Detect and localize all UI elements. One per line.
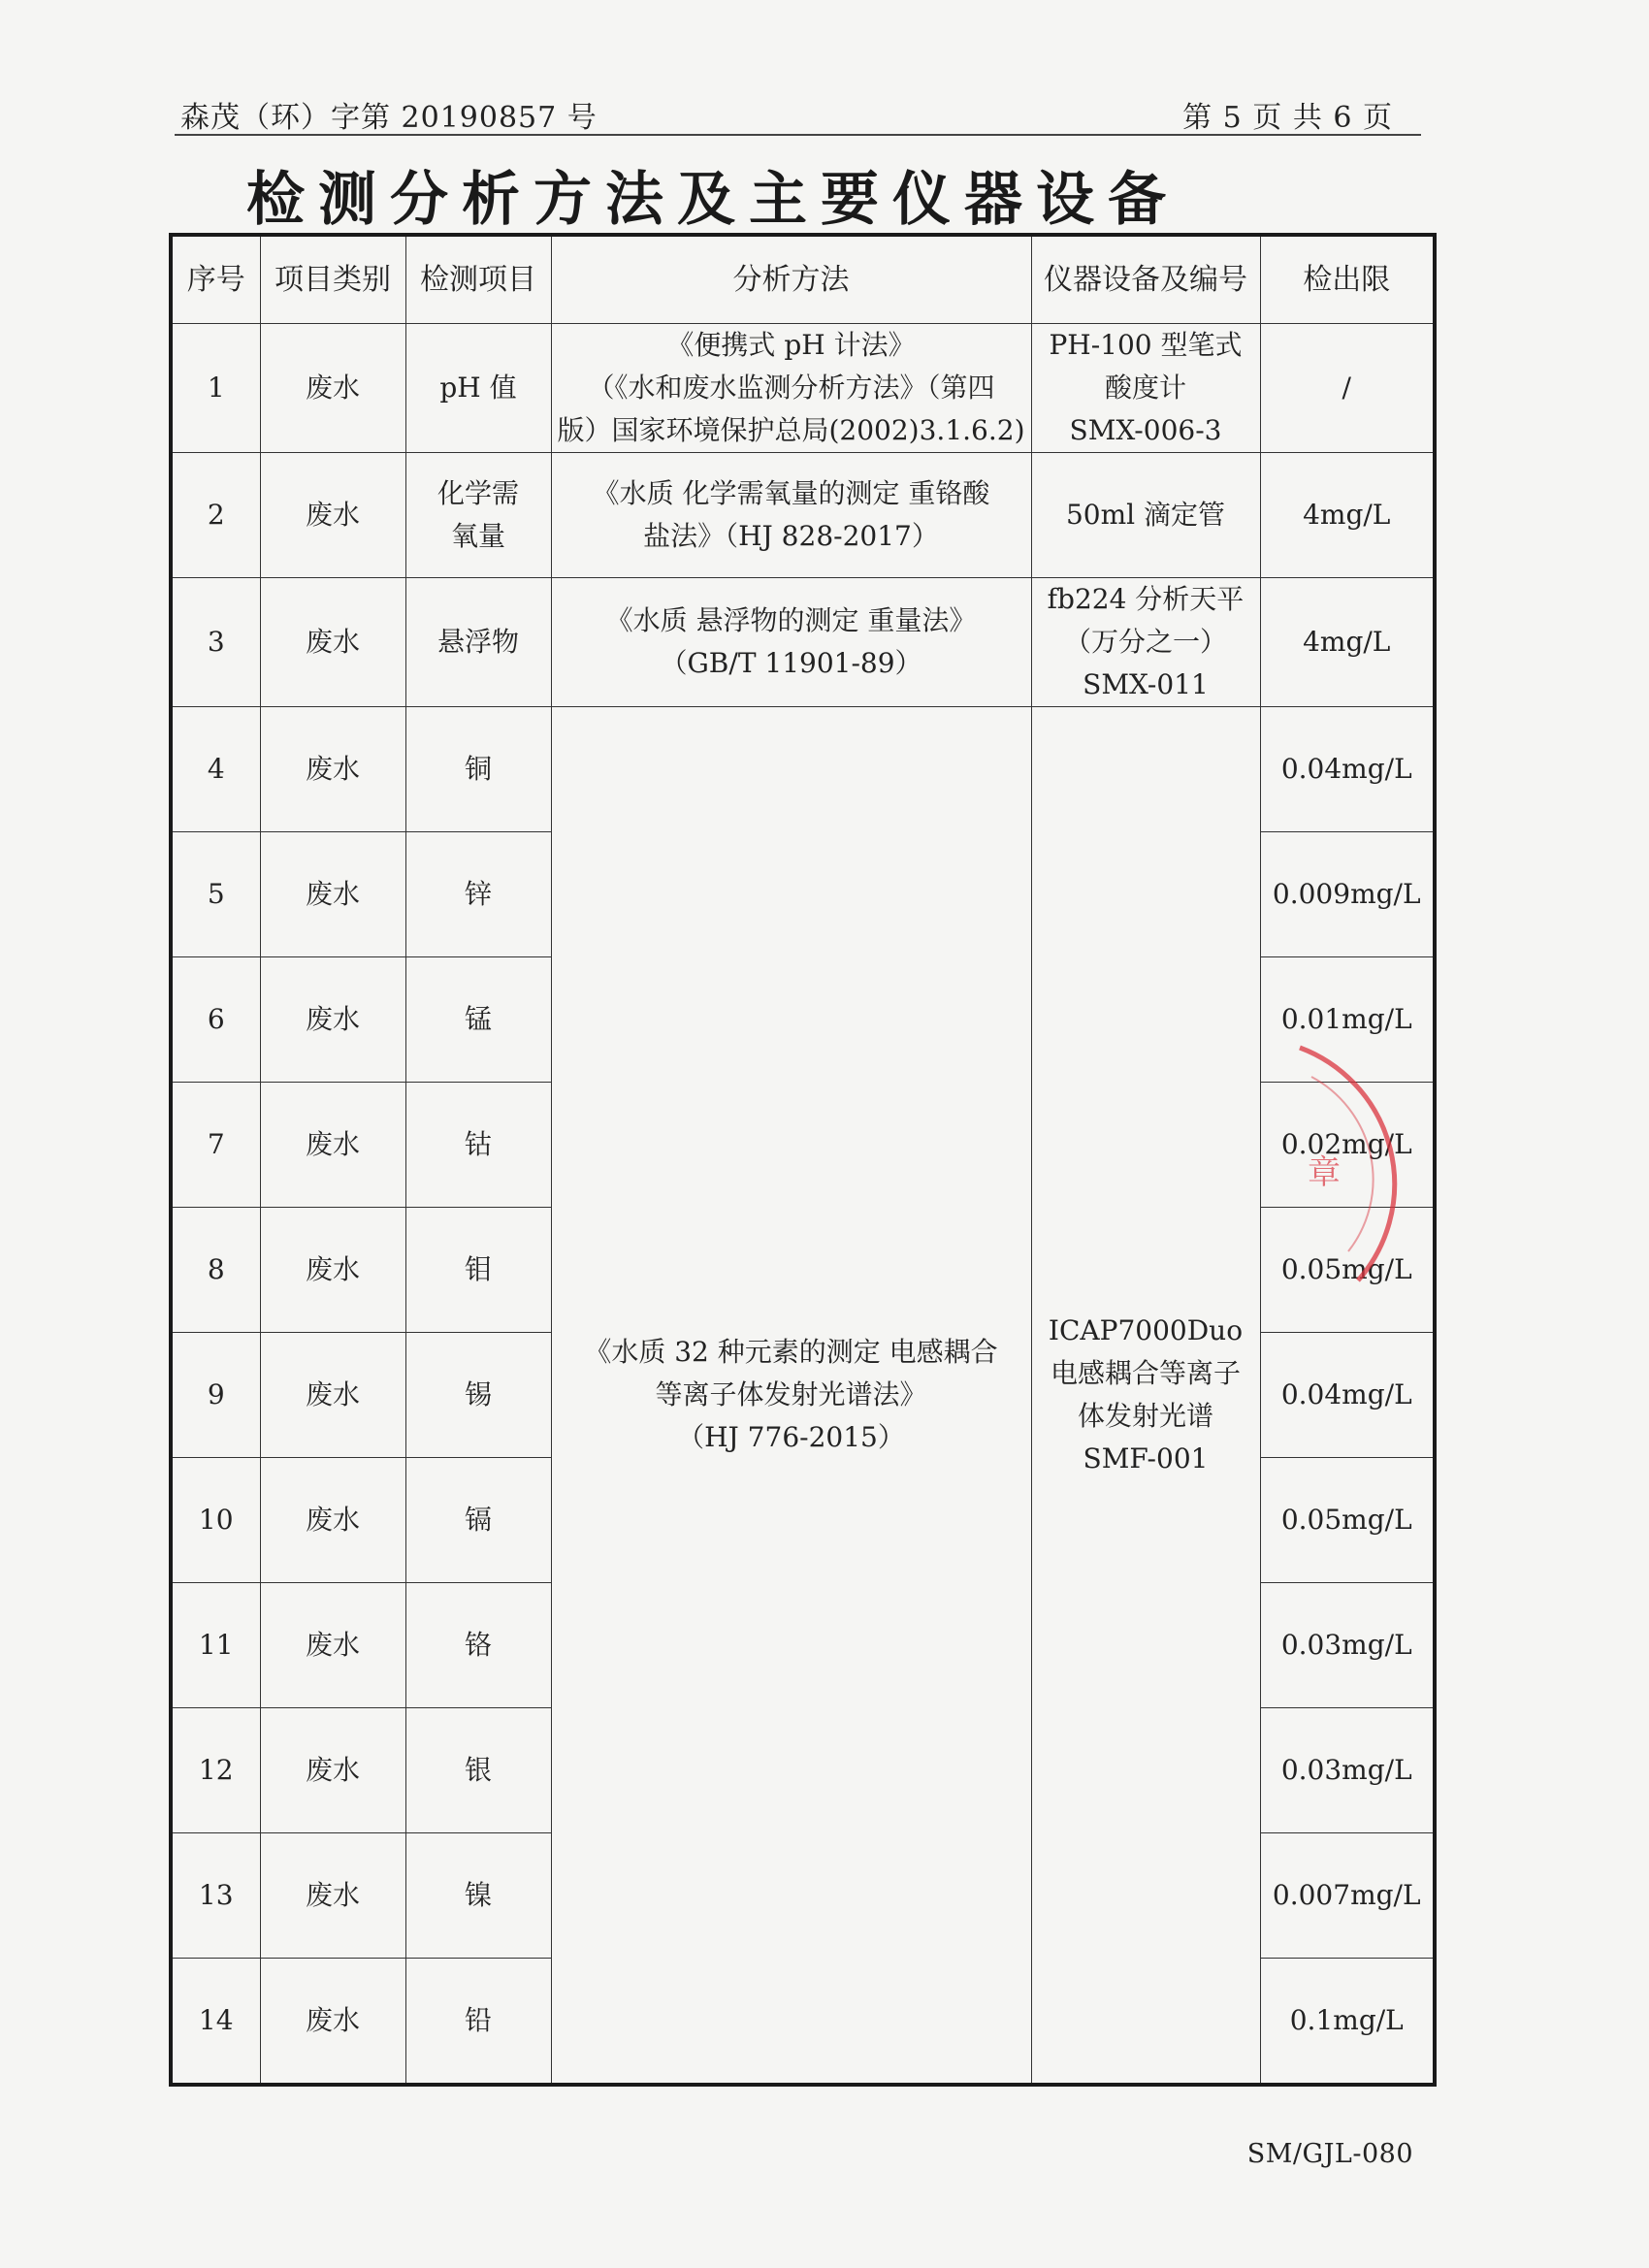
cell-no: 5 <box>171 832 260 957</box>
cell-limit: 0.03mg/L <box>1260 1708 1435 1833</box>
cell-category: 废水 <box>260 324 405 453</box>
cell-limit: 0.1mg/L <box>1260 1959 1435 2086</box>
table-row <box>171 707 1435 832</box>
instrument-line: ICAP7000Duo <box>1048 1314 1244 1346</box>
cell-item: 铬 <box>405 1583 551 1708</box>
cell-limit: 0.02mg/L <box>1260 1083 1435 1208</box>
cell-instrument <box>1031 324 1260 453</box>
method-line: （HJ 776-2015） <box>677 1421 905 1453</box>
instrument-line: 电感耦合等离子 <box>1050 1357 1241 1389</box>
cell-no: 10 <box>171 1458 260 1583</box>
cell-no: 2 <box>171 453 260 578</box>
cell-category: 废水 <box>260 832 405 957</box>
instrument-line: 50ml 滴定管 <box>1065 499 1226 531</box>
method-line: 《便携式 pH 计法》 <box>666 329 916 361</box>
table-row <box>171 578 1435 707</box>
cell-limit: 0.04mg/L <box>1260 707 1435 832</box>
instrument-line: SMX-006-3 <box>1069 414 1222 446</box>
col-header-limit: 检出限 <box>1260 235 1435 324</box>
cell-item: 钼 <box>405 1208 551 1333</box>
table-header <box>171 235 1435 324</box>
method-line: （GB/T 11901-89） <box>660 647 922 679</box>
method-line: 版）国家环境保护总局(2002)3.1.6.2) <box>557 414 1025 446</box>
report-number: 森茂（环）字第 20190857 号 <box>180 101 598 135</box>
method-line: 等离子体发射光谱法》 <box>655 1378 927 1410</box>
cell-category: 废水 <box>260 1583 405 1708</box>
instrument-line: （万分之一） <box>1063 626 1227 658</box>
cell-category: 废水 <box>260 578 405 707</box>
page-indicator: 第 5 页 共 6 页 <box>1182 101 1393 135</box>
method-line: 盐法》（HJ 828-2017） <box>643 520 939 552</box>
method-line: 《水质 32 种元素的测定 电感耦合 <box>584 1336 998 1368</box>
cell-no: 4 <box>171 707 260 832</box>
cell-item: 锡 <box>405 1333 551 1458</box>
table-row <box>171 453 1435 578</box>
cell-limit: 0.009mg/L <box>1260 832 1435 957</box>
instrument-line: SMF-001 <box>1083 1442 1209 1474</box>
cell-method-merged <box>551 707 1031 2086</box>
cell-limit: 4mg/L <box>1260 578 1435 707</box>
col-header-item: 检测项目 <box>405 235 551 324</box>
col-header-method: 分析方法 <box>551 235 1031 324</box>
cell-method <box>551 453 1031 578</box>
col-header-no: 序号 <box>171 235 260 324</box>
cell-item: 铜 <box>405 707 551 832</box>
cell-limit: / <box>1260 324 1435 453</box>
col-header-instrument: 仪器设备及编号 <box>1031 235 1260 324</box>
cell-no: 3 <box>171 578 260 707</box>
cell-no: 7 <box>171 1083 260 1208</box>
cell-category: 废水 <box>260 707 405 832</box>
cell-item: pH 值 <box>405 324 551 453</box>
cell-category: 废水 <box>260 957 405 1083</box>
cell-limit: 0.01mg/L <box>1260 957 1435 1083</box>
instrument-line: fb224 分析天平 <box>1047 583 1245 615</box>
cell-item: 钴 <box>405 1083 551 1208</box>
cell-no: 8 <box>171 1208 260 1333</box>
table-body <box>171 324 1435 2086</box>
cell-category: 废水 <box>260 1833 405 1959</box>
cell-limit: 0.05mg/L <box>1260 1458 1435 1583</box>
cell-instrument <box>1031 453 1260 578</box>
cell-category: 废水 <box>260 1458 405 1583</box>
cell-limit: 0.03mg/L <box>1260 1583 1435 1708</box>
cell-limit: 0.007mg/L <box>1260 1833 1435 1959</box>
cell-no: 13 <box>171 1833 260 1959</box>
instrument-line: 酸度计 <box>1104 372 1186 404</box>
cell-no: 6 <box>171 957 260 1083</box>
page-title: 检测分析方法及主要仪器设备 <box>246 166 1180 234</box>
cell-item: 铅 <box>405 1959 551 2086</box>
cell-item: 锰 <box>405 957 551 1083</box>
cell-category: 废水 <box>260 1708 405 1833</box>
cell-item: 镉 <box>405 1458 551 1583</box>
cell-no: 1 <box>171 324 260 453</box>
cell-category: 废水 <box>260 1333 405 1458</box>
cell-category: 废水 <box>260 1083 405 1208</box>
instrument-line: SMX-011 <box>1083 668 1209 700</box>
cell-limit: 0.04mg/L <box>1260 1333 1435 1458</box>
method-line: （《水和废水监测分析方法》（第四 <box>587 372 995 404</box>
methods-table <box>169 233 1437 2087</box>
cell-no: 14 <box>171 1959 260 2086</box>
cell-limit: 0.05mg/L <box>1260 1208 1435 1333</box>
svg-text:章: 章 <box>1308 1153 1341 1192</box>
cell-method <box>551 324 1031 453</box>
item-line: 化学需 <box>436 477 519 509</box>
item-line: 氧量 <box>450 520 505 552</box>
cell-no: 9 <box>171 1333 260 1458</box>
cell-no: 11 <box>171 1583 260 1708</box>
cell-category: 废水 <box>260 1208 405 1333</box>
cell-item: 锌 <box>405 832 551 957</box>
table-row <box>171 324 1435 453</box>
col-header-category: 项目类别 <box>260 235 405 324</box>
instrument-line: PH-100 型笔式 <box>1049 329 1243 361</box>
cell-no: 12 <box>171 1708 260 1833</box>
cell-instrument <box>1031 578 1260 707</box>
method-line: 《水质 悬浮物的测定 重量法》 <box>605 604 977 636</box>
cell-limit: 4mg/L <box>1260 453 1435 578</box>
cell-method <box>551 578 1031 707</box>
header-divider <box>175 134 1421 136</box>
cell-item: 银 <box>405 1708 551 1833</box>
method-line: 《水质 化学需氧量的测定 重铬酸 <box>592 477 990 509</box>
cell-category: 废水 <box>260 453 405 578</box>
cell-item: 镍 <box>405 1833 551 1959</box>
cell-category: 废水 <box>260 1959 405 2086</box>
cell-instrument-merged <box>1031 707 1260 2086</box>
cell-item: 悬浮物 <box>405 578 551 707</box>
instrument-line: 体发射光谱 <box>1077 1400 1213 1432</box>
cell-item <box>405 453 551 578</box>
form-code: SM/GJL-080 <box>1246 2139 1413 2169</box>
